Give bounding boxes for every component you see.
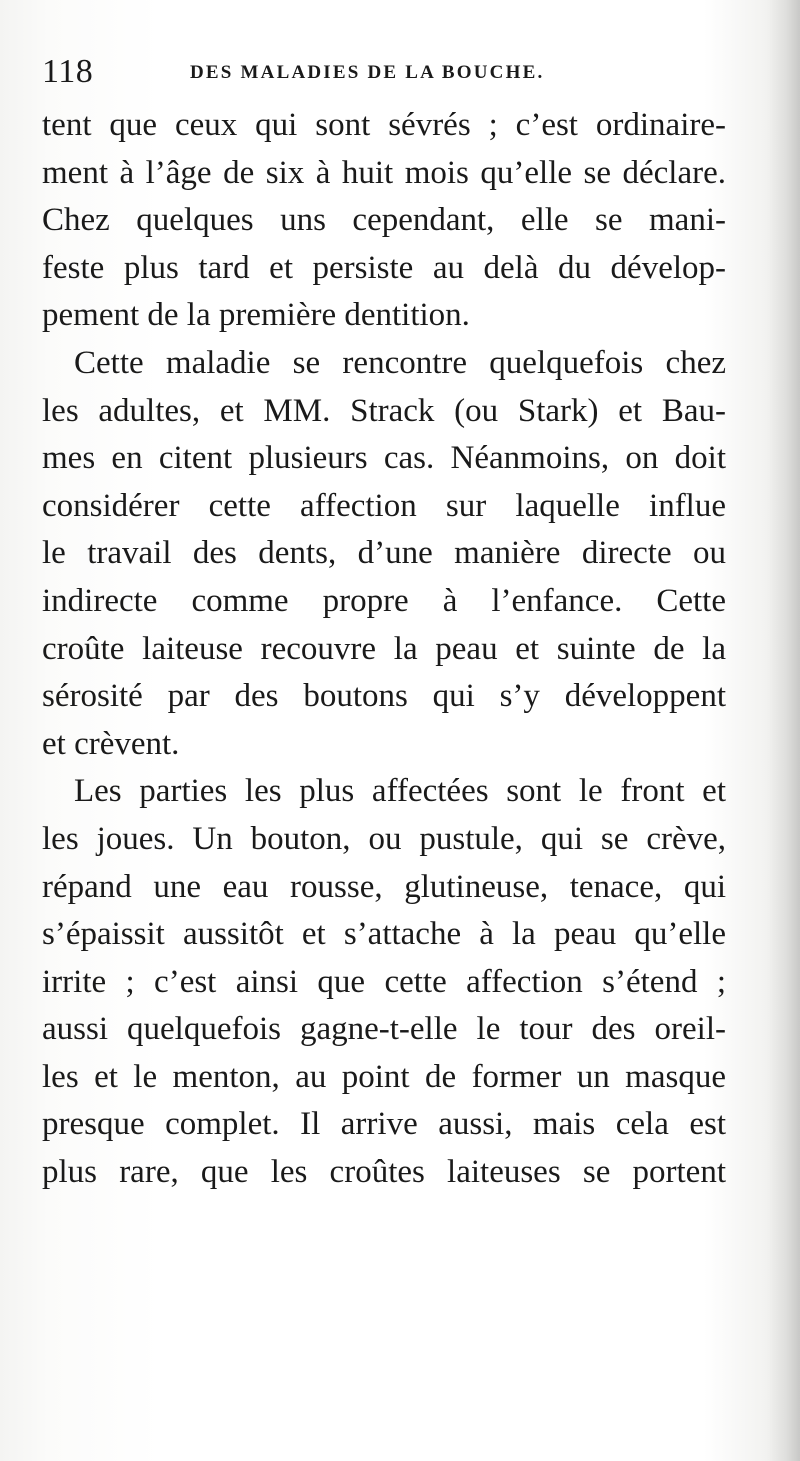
text-line: plus rare, que les croûtes laiteuses se portent bbox=[42, 1154, 726, 1191]
text-line: les et le menton, au point de former un masque bbox=[42, 1058, 726, 1095]
text-line: presque complet. Il arrive aussi, mais cela est bbox=[42, 1106, 726, 1143]
text-line: ment à l’âge de six à huit mois qu’elle se déclare. bbox=[42, 154, 726, 191]
text-line: Les parties les plus affectées sont le front et bbox=[74, 773, 726, 810]
text-line: aussi quelquefois gagne-t-elle le tour des oreil- bbox=[42, 1011, 726, 1048]
text-line: mes en citent plusieurs cas. Néanmoins, on doit bbox=[42, 440, 726, 477]
text-line: feste plus tard et persiste au delà du dévelop- bbox=[42, 249, 726, 286]
body-text bbox=[42, 102, 726, 1197]
text-line: Chez quelques uns cependant, elle se mani- bbox=[42, 202, 726, 239]
text-line: et crèvent. bbox=[42, 725, 180, 762]
text-line: les joues. Un bouton, ou pustule, qui se crève, bbox=[42, 820, 726, 857]
page-header bbox=[42, 52, 722, 92]
text-line: tent que ceux qui sont sévrés ; c’est ordinaire- bbox=[42, 107, 726, 143]
text-line: le travail des dents, d’une manière directe ou bbox=[42, 535, 726, 572]
text-line: répand une eau rousse, glutineuse, tenace, qui bbox=[42, 868, 726, 905]
text-line: croûte laiteuse recouvre la peau et suinte de la bbox=[42, 630, 726, 667]
text-line: s’épaissit aussitôt et s’attache à la peau qu’elle bbox=[42, 916, 726, 953]
page-edge-shadow bbox=[766, 0, 800, 1461]
text-line: considérer cette affection sur laquelle influe bbox=[42, 487, 726, 524]
text-line: irrite ; c’est ainsi que cette affection s’étend ; bbox=[42, 963, 726, 1000]
text-line: indirecte comme propre à l’enfance. Cette bbox=[42, 582, 726, 619]
text-line: Cette maladie se rencontre quelquefois chez bbox=[74, 344, 726, 381]
page-number: 118 bbox=[42, 53, 94, 90]
text-line: sérosité par des boutons qui s’y développent bbox=[42, 678, 726, 715]
text-line: les adultes, et MM. Strack (ou Stark) et Bau- bbox=[42, 392, 726, 429]
text-line: pement de la première dentition. bbox=[42, 297, 470, 334]
running-title: DES MALADIES DE LA BOUCHE. bbox=[190, 62, 545, 83]
